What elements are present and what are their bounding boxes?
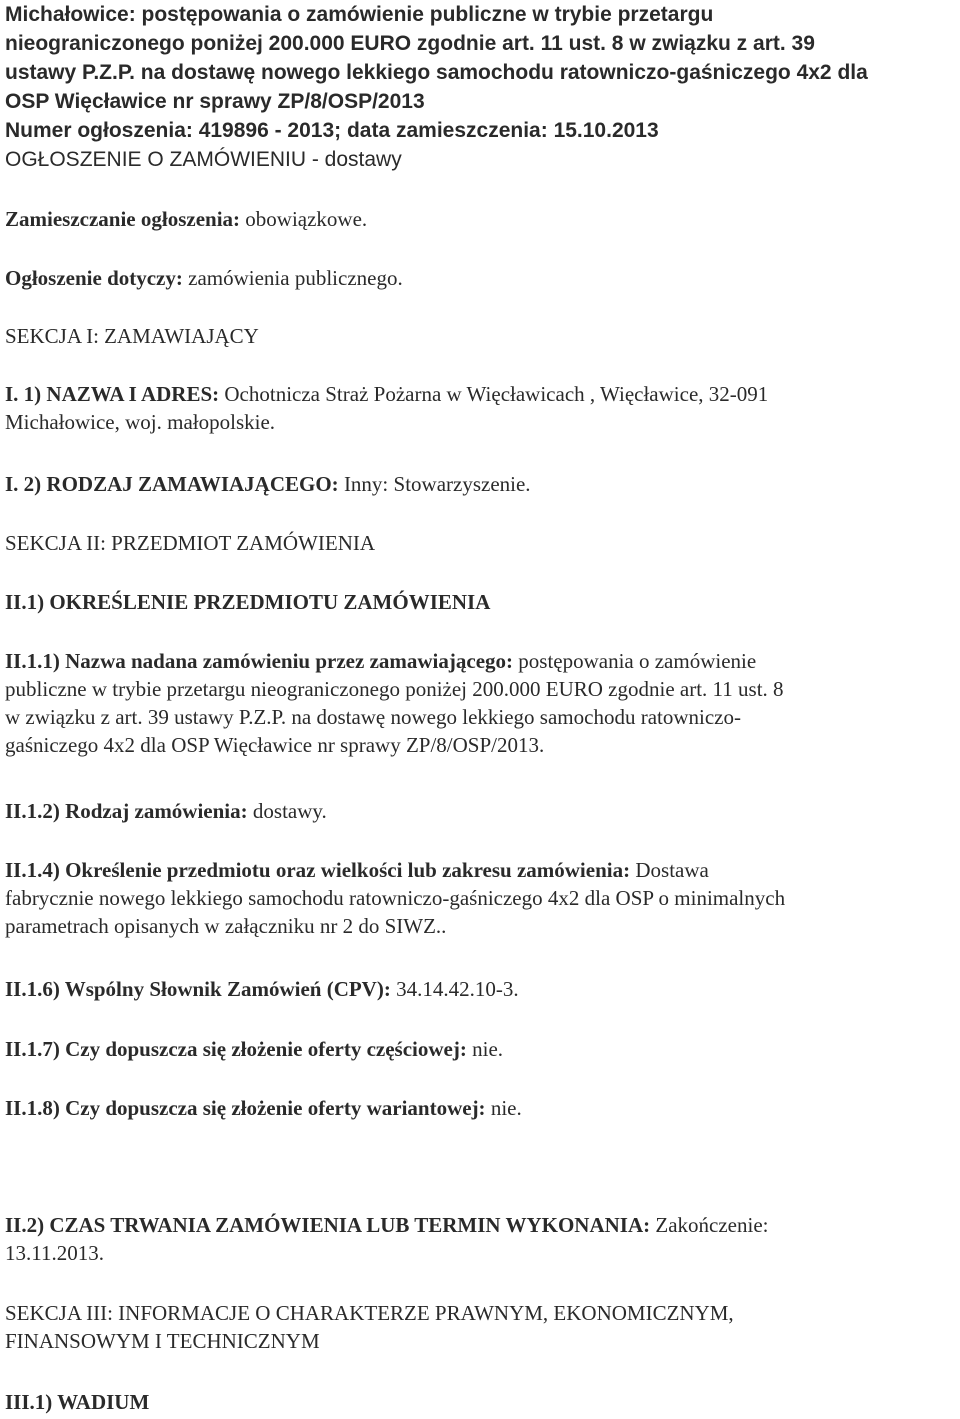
notice-type: OGŁOSZENIE O ZAMÓWIENIU - dostawy: [5, 148, 402, 171]
partial-offer-label: II.1.7) Czy dopuszcza się złożenie oferty częściowej:: [5, 1037, 467, 1061]
title-line: ustawy P.Z.P. na dostawę nowego lekkiego samochodu ratowniczo-gaśniczego 4x2 dla: [5, 61, 868, 84]
order-name-value-cont: gaśniczego 4x2 dla OSP Więcławice nr sprawy ZP/8/OSP/2013.: [5, 733, 545, 757]
order-duration-value: Zakończenie:: [650, 1213, 769, 1237]
variant-offer-value: nie.: [485, 1096, 522, 1120]
title-line: OSP Więcławice nr sprawy ZP/8/OSP/2013: [5, 90, 425, 113]
section-1-heading: SEKCJA I: ZAMAWIAJĄCY: [5, 324, 259, 348]
order-scope-value-cont: fabrycznie nowego lekkiego samochodu ratowniczo-gaśniczego 4x2 dla OSP o minimalnych: [5, 886, 786, 910]
section-2-heading: SEKCJA II: PRZEDMIOT ZAMÓWIENIA: [5, 531, 376, 555]
document-title: [5, 0, 955, 174]
concerns-label: Ogłoszenie dotyczy:: [5, 266, 183, 290]
order-duration: [5, 1211, 955, 1267]
order-name-value-cont: w związku z art. 39 ustawy P.Z.P. na dostawę nowego lekkiego samochodu ratowniczo-: [5, 705, 741, 729]
order-duration-label: II.2) CZAS TRWANIA ZAMÓWIENIA LUB TERMIN WYKONANIA:: [5, 1213, 651, 1237]
order-name-value-cont: publiczne w trybie przetargu nieograniczonego poniżej 200.000 EURO zgodnie art. 11 ust. 8: [5, 677, 784, 701]
contracting-authority-name: [5, 380, 955, 436]
order-scope-value-cont: parametrach opisanych w załączniku nr 2 do SIWZ..: [5, 914, 447, 938]
order-scope-label: II.1.4) Określenie przedmiotu oraz wielkości lub zakresu zamówienia:: [5, 858, 631, 882]
title-line: Michałowice: postępowania o zamówienie publiczne w trybie przetargu: [5, 3, 714, 26]
order-scope: [5, 856, 955, 940]
partial-offer-value: nie.: [466, 1037, 504, 1061]
order-kind-value: dostawy.: [247, 799, 327, 823]
cpv-label: II.1.6) Wspólny Słownik Zamówień (CPV):: [5, 977, 391, 1001]
cpv-code: [5, 975, 955, 1003]
authority-type-value: Inny: Stowarzyszenie.: [338, 472, 531, 496]
name-address-value: Ochotnicza Straż Pożarna w Więcławicach , Więcławice, 32-091: [219, 382, 769, 406]
placement-value: obowiązkowe.: [240, 207, 368, 231]
cpv-value: 34.14.42.10-3.: [390, 977, 519, 1001]
name-address-value-cont: Michałowice, woj. małopolskie.: [5, 410, 276, 434]
placement-label: Zamieszczanie ogłoszenia:: [5, 207, 241, 231]
title-line: nieograniczonego poniżej 200.000 EURO zgodnie art. 11 ust. 8 w związku z art. 39: [5, 32, 815, 55]
concerns-field: [5, 264, 955, 292]
order-kind: [5, 797, 955, 825]
variant-offer-label: II.1.8) Czy dopuszcza się złożenie oferty wariantowej:: [5, 1096, 486, 1120]
placement-field: [5, 205, 955, 233]
partial-offer: [5, 1035, 955, 1063]
variant-offer: [5, 1094, 955, 1122]
order-name-value: postępowania o zamówienie: [513, 649, 757, 673]
notice-info: Numer ogłoszenia: 419896 - 2013; data zamieszczenia: 15.10.2013: [5, 119, 659, 142]
section-3-heading: SEKCJA III: INFORMACJE O CHARAKTERZE PRAWNYM, EKONOMICZNYM, FINANSOWYM I TECHNICZNYM: [5, 1301, 734, 1353]
order-kind-label: II.1.2) Rodzaj zamówienia:: [5, 799, 248, 823]
contracting-authority-type: [5, 470, 955, 498]
section-2-subheading: II.1) OKREŚLENIE PRZEDMIOTU ZAMÓWIENIA: [5, 590, 491, 614]
authority-type-label: I. 2) RODZAJ ZAMAWIAJĄCEGO:: [5, 472, 339, 496]
deposit-heading: III.1) WADIUM: [5, 1390, 150, 1414]
order-name: [5, 647, 955, 759]
order-duration-date: 13.11.2013.: [5, 1241, 104, 1265]
name-address-label: I. 1) NAZWA I ADRES:: [5, 382, 220, 406]
order-scope-value: Dostawa: [630, 858, 709, 882]
concerns-value: zamówienia publicznego.: [182, 266, 403, 290]
order-name-label: II.1.1) Nazwa nadana zamówieniu przez zamawiającego:: [5, 649, 514, 673]
